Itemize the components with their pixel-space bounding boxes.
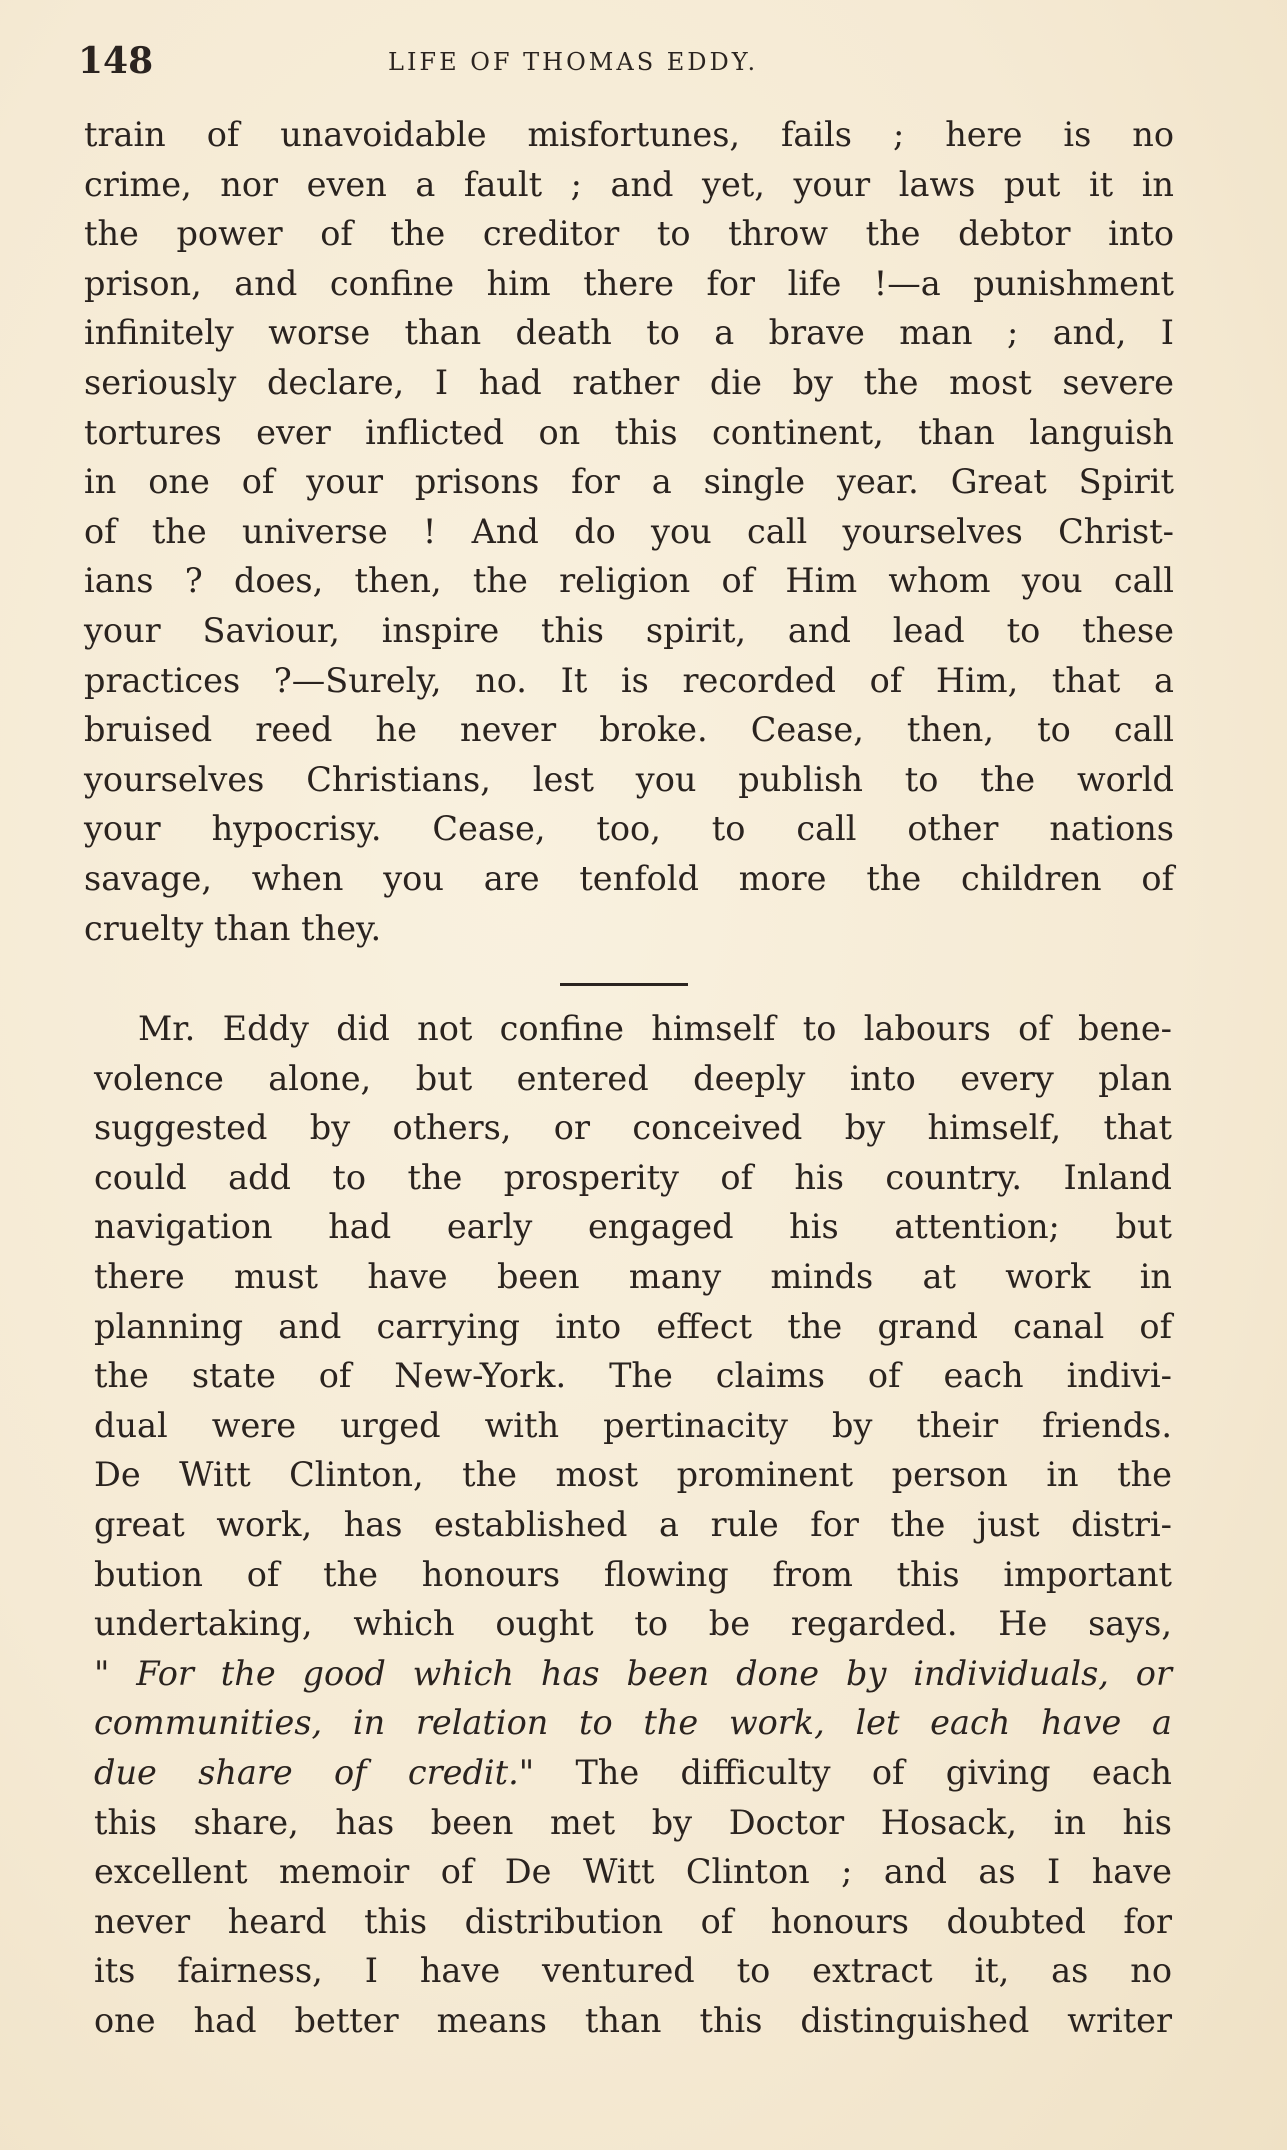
text-line: bruised reed he never broke. Cease, then, to call xyxy=(84,710,1174,750)
text-line: practices ?—Surely, no. It is recorded of Him, that a xyxy=(84,660,1174,700)
text-line: of the universe ! And do you call yourselves Christ- xyxy=(84,511,1174,551)
text-line: savage, when you are tenfold more the children of xyxy=(84,858,1174,898)
text-line: navigation had early engaged his attention; but xyxy=(94,1207,1172,1247)
text-line: the state of New-York. The claims of each indivi- xyxy=(94,1356,1172,1396)
text-line: tortures ever inflicted on this continent, than languish xyxy=(84,412,1174,452)
mixed-line xyxy=(94,1748,1172,1798)
text-line: could add to the prosperity of his country. Inland xyxy=(94,1157,1172,1197)
running-head: LIFE OF THOMAS EDDY. xyxy=(388,48,759,76)
main-paragraph xyxy=(94,1004,1172,2045)
text-line: the power of the creditor to throw the debtor into xyxy=(84,214,1174,254)
text-line: seriously declare, I had rather die by the most severe xyxy=(84,362,1174,402)
text-line: crime, nor even a fault ; and yet, your laws put it in xyxy=(84,164,1174,204)
text-line: volence alone, but entered deeply into every plan xyxy=(94,1058,1172,1098)
text-line: one had better means than this distinguished writer xyxy=(94,2000,1172,2040)
text-line: suggested by others, or conceived by himself, that xyxy=(94,1108,1172,1148)
text-line: your Saviour, inspire this spirit, and lead to these xyxy=(84,610,1174,650)
text-line: Mr. Eddy did not confine himself to labours of bene- xyxy=(138,1009,1172,1048)
text-line: ians ? does, then, the religion of Him whom you call xyxy=(84,561,1174,601)
text-line: there must have been many minds at work in xyxy=(94,1256,1172,1296)
italic-quote-line: " For the good which has been done by individuals, or xyxy=(94,1653,1172,1693)
text-line: prison, and confine him there for life !—a punishment xyxy=(84,263,1174,303)
text-line: train of unavoidable misfortunes, fails ; here is no xyxy=(84,115,1174,154)
section-divider xyxy=(560,983,688,986)
text-line: bution of the honours flowing from this important xyxy=(94,1554,1172,1594)
text-line: in one of your prisons for a single year. Great Spirit xyxy=(84,462,1174,502)
roman-continuation: The difficulty of giving each xyxy=(534,1752,1173,1792)
text-line: dual were urged with pertinacity by their friends. xyxy=(94,1405,1172,1445)
text-line: never heard this distribution of honours doubted for xyxy=(94,1901,1172,1941)
page-number: 148 xyxy=(78,40,154,82)
text-line: its fairness, I have ventured to extract it, as no xyxy=(94,1951,1172,1991)
text-line: excellent memoir of De Witt Clinton ; and as I have xyxy=(94,1852,1172,1892)
text-line: undertaking, which ought to be regarded. He says, xyxy=(94,1604,1172,1644)
text-line: planning and carrying into effect the grand canal of xyxy=(94,1306,1172,1346)
quote-paragraph xyxy=(84,110,1174,953)
page-header xyxy=(78,40,1178,90)
text-line: De Witt Clinton, the most prominent person in the xyxy=(94,1455,1172,1495)
text-line: infinitely worse than death to a brave man ; and, I xyxy=(84,313,1174,353)
text-line: your hypocrisy. Cease, too, to call other nations xyxy=(84,809,1174,849)
text-line: great work, has established a rule for the just distri- xyxy=(94,1504,1172,1544)
text-line: cruelty than they. xyxy=(84,908,382,948)
italic-quote-line: communities, in relation to the work, let each have a xyxy=(94,1703,1172,1743)
italic-quote-end: due share of credit." xyxy=(94,1752,535,1792)
text-line: this share, has been met by Doctor Hosack, in his xyxy=(94,1802,1172,1842)
text-line: yourselves Christians, lest you publish to the world xyxy=(84,759,1174,799)
